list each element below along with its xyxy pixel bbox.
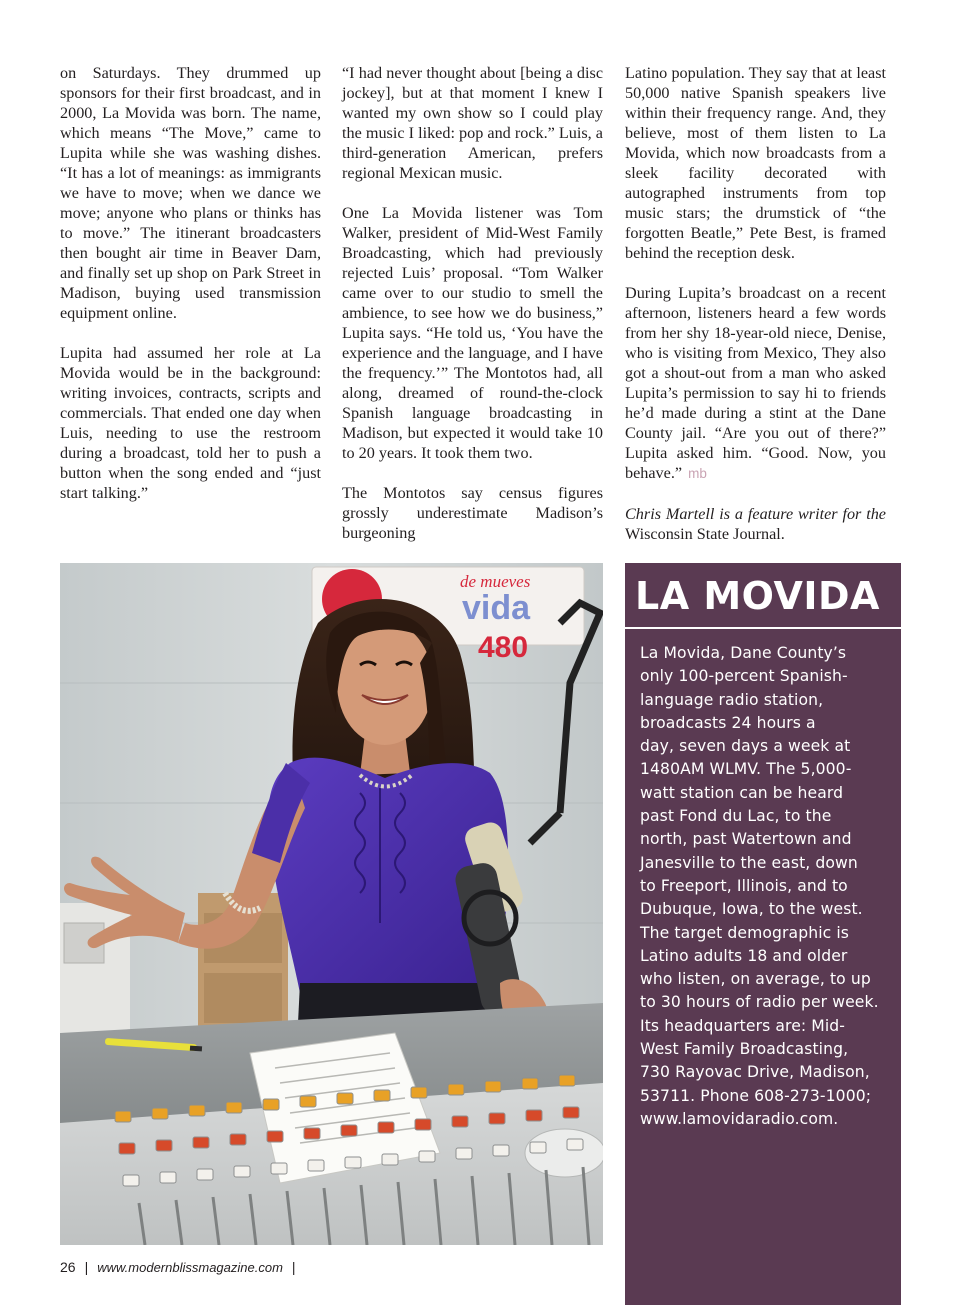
sidebar-divider xyxy=(625,627,901,629)
console-button xyxy=(382,1154,398,1165)
article-paragraph: Latino population. They say that at least 50,000 native Spanish speakers live within their frequency range. And, they believe, most of them listen to La Movida, which now broadcasts from a sleek facility decorated with autographed instruments from top music stars; the drumstick of “the forgotten Beatle,” Pete Best, is framed behind the reception desk. xyxy=(625,64,886,262)
sign-number-text: 480 xyxy=(478,631,529,664)
console-button xyxy=(345,1157,361,1168)
console-button xyxy=(234,1166,250,1177)
sign-top-text: de mueves xyxy=(460,572,531,591)
console-button xyxy=(337,1093,353,1104)
article-column-2 xyxy=(342,63,603,543)
console-button xyxy=(115,1111,131,1122)
console-button xyxy=(193,1137,209,1148)
console-button xyxy=(197,1169,213,1180)
console-button xyxy=(452,1116,468,1127)
console-button xyxy=(493,1145,509,1156)
article-column-1 xyxy=(60,63,321,503)
article-final-text: During Lupita’s broadcast on a recent afternoon, listeners heard a few words from her shy 18-year-old niece, Denise, who is visiting from Mexico, They also got a shout-out from a man who asked Lupita’s permission to say hi to friends he’d made during a stint at the Dane County jail. “Are you out of there?” Lupita asked him. “Good. Now, you behave.” xyxy=(625,284,886,482)
footer-separator: | xyxy=(84,1259,89,1275)
console-button xyxy=(160,1172,176,1183)
author-bio-publication: Wisconsin State Journal. xyxy=(625,525,785,543)
end-mark: mb xyxy=(688,466,707,481)
console-button xyxy=(522,1078,538,1089)
studio-photo xyxy=(60,563,603,1245)
console-button xyxy=(378,1122,394,1133)
author-bio xyxy=(625,504,886,544)
article-paragraph: “I had never thought about [being a disc jockey], but at that moment I knew I wanted my own show so I could play the music I liked: pop and rock.” Luis, a third-generation American, prefers regional Mexican music. xyxy=(342,64,603,182)
sidebar-header xyxy=(625,563,901,627)
console-button xyxy=(119,1143,135,1154)
console-button xyxy=(563,1107,579,1118)
console-button xyxy=(156,1140,172,1151)
console-button xyxy=(189,1105,205,1116)
console-button xyxy=(300,1096,316,1107)
console-button xyxy=(559,1075,575,1086)
console-button xyxy=(419,1151,435,1162)
console-button xyxy=(226,1102,242,1113)
console-button xyxy=(267,1131,283,1142)
console-button xyxy=(526,1110,542,1121)
console-button xyxy=(304,1128,320,1139)
console-button xyxy=(489,1113,505,1124)
article-paragraph: on Saturdays. They drummed up sponsors for their first broadcast, and in 2000, La Movida was born. The name, which means “The Move,” came to Lupita while she was washing dishes. “It has a lot of meanings: as immigrants we have to move; when we dance we move; anyone who plans or thinks has to move.” The itinerant broadcasters then bought air time in Beaver Dam, and finally set up shop on Park Street in Madison, buying used transmission equipment online. xyxy=(60,64,321,322)
footer-separator: | xyxy=(291,1259,296,1275)
console-button xyxy=(308,1160,324,1171)
console-button xyxy=(411,1087,427,1098)
author-bio-italic: Chris Martell is a feature writer for the xyxy=(625,505,886,523)
article-paragraph: Lupita had assumed her role at La Movida would be in the background: writing invoices, contracts, scripts and commercials. That ended one day when Luis, needing to use the restroom during a broadcast, told her to push a button when the song ended and “just start talking.” xyxy=(60,344,321,502)
console-button xyxy=(263,1099,279,1110)
console-button xyxy=(271,1163,287,1174)
console-button xyxy=(567,1139,583,1150)
console-button xyxy=(415,1119,431,1130)
sidebar-title: LA MOVIDA xyxy=(635,574,880,618)
article-column-3 xyxy=(625,63,886,544)
sidebar-box xyxy=(625,563,901,1305)
console-button xyxy=(456,1148,472,1159)
footer-url: www.modernblissmagazine.com xyxy=(97,1259,283,1275)
console-button xyxy=(530,1142,546,1153)
sidebar-body-text: La Movida, Dane County’s only 100-percent Spanish- language radio station, broadcasts 24 hours a day, seven days a week at 1480AM WLMV. The 5,000- watt station can be heard past Fond du Lac, to the north, past Watertown and Janesville to the east, down to Freeport, Illinois, and to Dubuque, Iowa, to the west. The target demographic is Latino adults 18 and older who listen, on average, to up to 30 hours of radio per week. Its headquarters are: Mid- West Family Broadcasting, 730 Rayovac Drive, Madison, 53711. Phone 608-273-1000; www.lamovidaradio.com. xyxy=(640,644,879,1128)
console-button xyxy=(152,1108,168,1119)
console-button xyxy=(341,1125,357,1136)
article-paragraph-final xyxy=(625,283,886,484)
console-button xyxy=(230,1134,246,1145)
console-button xyxy=(374,1090,390,1101)
page-number: 26 xyxy=(60,1259,76,1275)
console-button xyxy=(448,1084,464,1095)
studio-photo-illustration xyxy=(60,563,603,1245)
console-button xyxy=(123,1175,139,1186)
article-paragraph: One La Movida listener was Tom Walker, president of Mid-West Family Broadcasting, which had previously rejected Luis’ proposal. “Tom Walker came over to our studio to smell the ambience, to see how we do business,” Lupita says. “He told us, ‘You have the experience and the language, and I have the frequency.’” The Montotos had, all along, dreamed of round-the-clock Spanish language broadcasting in Madison, but expected it would take 10 to 20 years. It took them two. xyxy=(342,204,603,462)
page-footer xyxy=(60,1257,296,1277)
sign-logo-text: vida xyxy=(462,589,531,627)
console-button xyxy=(485,1081,501,1092)
article-paragraph: The Montotos say census figures grossly underestimate Madison’s burgeoning xyxy=(342,484,603,542)
